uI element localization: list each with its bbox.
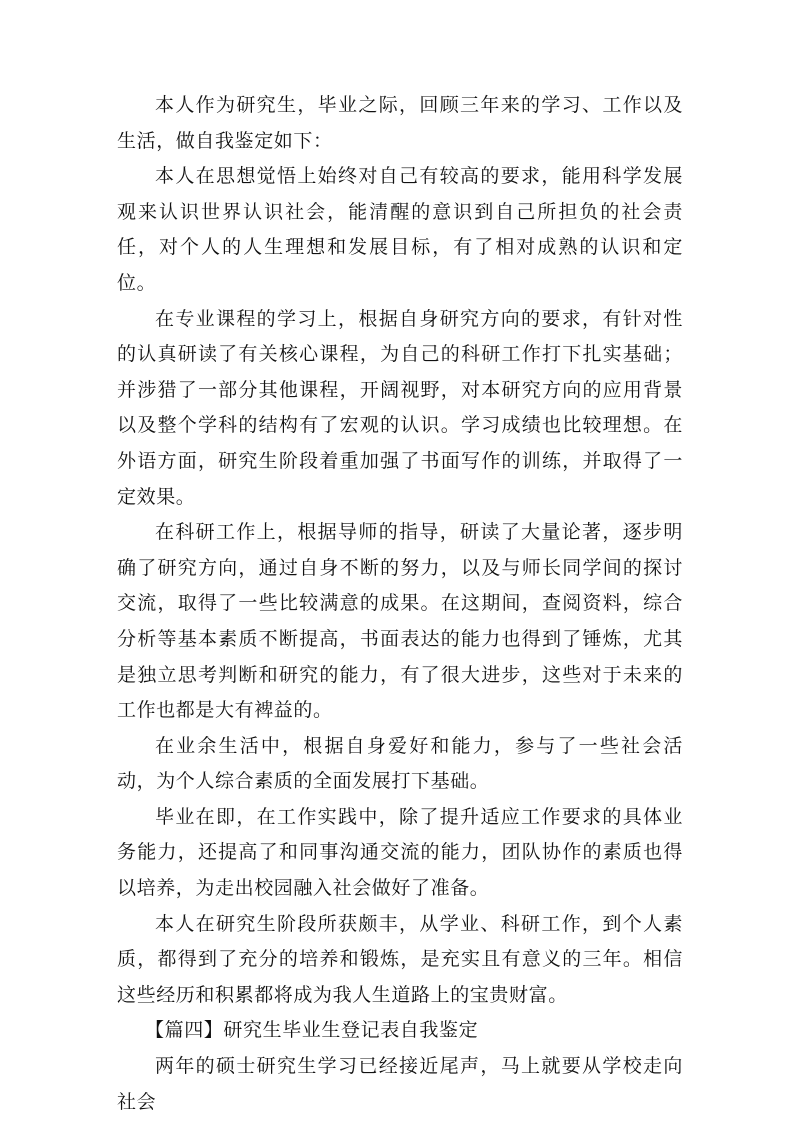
document-page <box>117 88 683 1120</box>
leisure-paragraph: 在业余生活中，根据自身爱好和能力，参与了一些社会活动，为个人综合素质的全面发展打下基础。 <box>117 734 683 793</box>
summary-paragraph: 本人在研究生阶段所获颇丰，从学业、科研工作，到个人素质，都得到了充分的培养和锻炼，是充实且有意义的三年。相信这些经历和积累都将成为我人生道路上的宝贵财富。 <box>117 912 683 1006</box>
coursework-paragraph: 在专业课程的学习上，根据自身研究方向的要求，有针对性的认真研读了有关核心课程，为自己的科研工作打下扎实基础；并涉猎了一部分其他课程，开阔视野，对本研究方向的应用背景以及整个学科的结构有了宏观的认识。学习成绩也比较理想。在外语方面，研究生阶段着重加强了书面写作的训练，并取得了一定效果。 <box>117 307 683 508</box>
ideology-paragraph: 本人在思想觉悟上始终对自己有较高的要求，能用科学发展观来认识世界认识社会，能清醒的意识到自己所担负的社会责任，对个人的人生理想和发展目标，有了相对成熟的认识和定位。 <box>117 165 683 294</box>
research-paragraph: 在科研工作上，根据导师的指导，研读了大量论著，逐步明确了研究方向，通过自身不断的努力，以及与师长同学间的探讨交流，取得了一些比较满意的成果。在这期间，查阅资料，综合分析等基本素质不断提高，书面表达的能力也得到了锤炼，尤其是独立思考判断和研究的能力，有了很大进步，这些对于未来的工作也都是大有裨益的。 <box>117 521 683 722</box>
closing-paragraph: 两年的硕士研究生学习已经接近尾声，马上就要从学校走向社会 <box>117 1055 683 1113</box>
intro-paragraph: 本人作为研究生，毕业之际，回顾三年来的学习、工作以及生活，做自我鉴定如下： <box>117 94 683 152</box>
graduation-paragraph: 毕业在即，在工作实践中，除了提升适应工作要求的具体业务能力，还提高了和同事沟通交流的能力，团队协作的素质也得以培养，为走出校园融入社会做好了准备。 <box>117 805 683 900</box>
section-heading: 【篇四】研究生毕业生登记表自我鉴定 <box>145 1019 479 1042</box>
